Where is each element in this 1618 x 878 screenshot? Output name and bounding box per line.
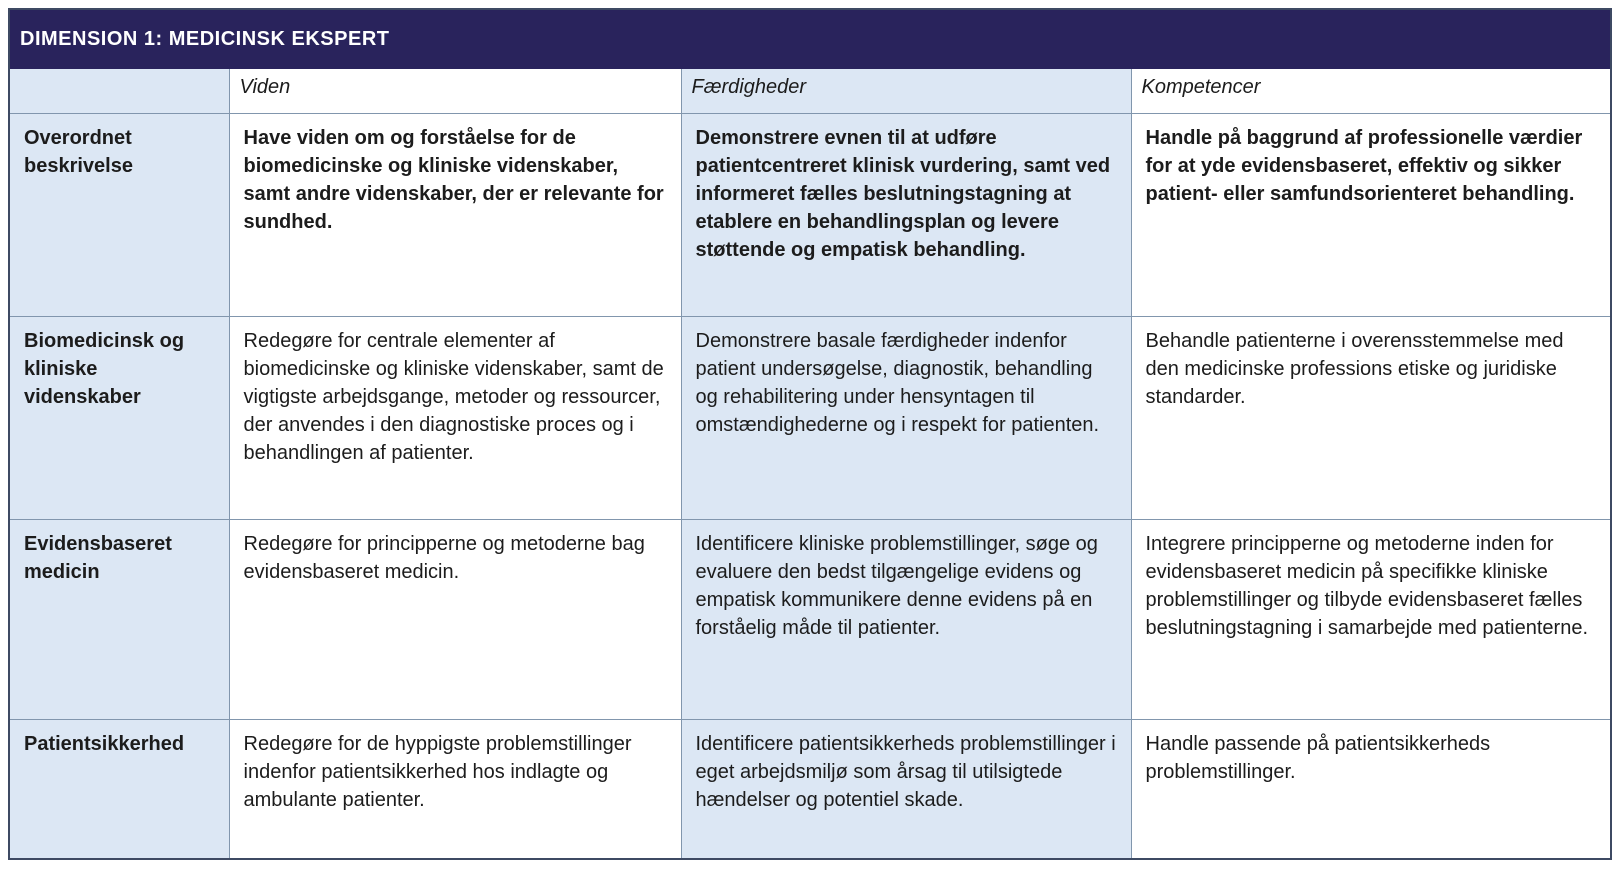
competency-matrix xyxy=(8,8,1610,860)
dimension-table xyxy=(8,8,1612,860)
cell-faerdigheder: Demonstrere evnen til at udføre patientcentreret klinisk vurdering, samt ved informeret fælles beslutningstagning at etablere en behandlingsplan og levere støttende og empatisk behandling. xyxy=(681,114,1131,317)
table-row xyxy=(9,114,1611,317)
cell-faerdigheder: Identificere kliniske problemstillinger, søge og evaluere den bedst tilgængelige evidens og empatisk kommunikere denne evidens på en forståelig måde til patienter. xyxy=(681,520,1131,720)
table-row xyxy=(9,720,1611,859)
row-header: Patientsikkerhed xyxy=(9,720,229,859)
column-header-viden: Viden xyxy=(229,69,681,114)
cell-faerdigheder: Demonstrere basale færdigheder indenfor patient undersøgelse, diagnostik, behandling og rehabilitering under hensyntagen til omstændighederne og i respekt for patienten. xyxy=(681,317,1131,520)
row-header: Evidensbaseret medicin xyxy=(9,520,229,720)
cell-viden: Have viden om og forståelse for de biomedicinske og kliniske videnskaber, samt andre videnskaber, der er relevante for sundhed. xyxy=(229,114,681,317)
table-row xyxy=(9,317,1611,520)
column-header-faerdigheder: Færdigheder xyxy=(681,69,1131,114)
cell-viden: Redegøre for principperne og metoderne bag evidensbaseret medicin. xyxy=(229,520,681,720)
cell-kompetencer: Handle passende på patientsikkerheds problemstillinger. xyxy=(1131,720,1611,859)
row-header: Biomedicinsk og kliniske videnskaber xyxy=(9,317,229,520)
column-header-empty xyxy=(9,69,229,114)
cell-viden: Redegøre for de hyppigste problemstillinger indenfor patientsikkerhed hos indlagte og ambulante patienter. xyxy=(229,720,681,859)
column-header-row xyxy=(9,69,1611,114)
table-row xyxy=(9,520,1611,720)
cell-kompetencer: Behandle patienterne i overensstemmelse med den medicinske professions etiske og juridiske standarder. xyxy=(1131,317,1611,520)
cell-faerdigheder: Identificere patientsikkerheds problemstillinger i eget arbejdsmiljø som årsag til utilsigtede hændelser og potentiel skade. xyxy=(681,720,1131,859)
column-header-kompetencer: Kompetencer xyxy=(1131,69,1611,114)
cell-viden: Redegøre for centrale elementer af biomedicinske og kliniske videnskaber, samt de vigtigste arbejdsgange, metoder og ressourcer, der anvendes i den diagnostiske proces og i behandlingen af patienter. xyxy=(229,317,681,520)
cell-kompetencer: Handle på baggrund af professionelle værdier for at yde evidensbaseret, effektiv og sikker patient- eller samfundsorienteret behandling. xyxy=(1131,114,1611,317)
table-title: DIMENSION 1: MEDICINSK EKSPERT xyxy=(9,9,1611,69)
row-header: Overordnet beskrivelse xyxy=(9,114,229,317)
cell-kompetencer: Integrere principperne og metoderne inden for evidensbaseret medicin på specifikke kliniske problemstillinger og tilbyde evidensbaseret fælles beslutningstagning i samarbejde med patienterne. xyxy=(1131,520,1611,720)
